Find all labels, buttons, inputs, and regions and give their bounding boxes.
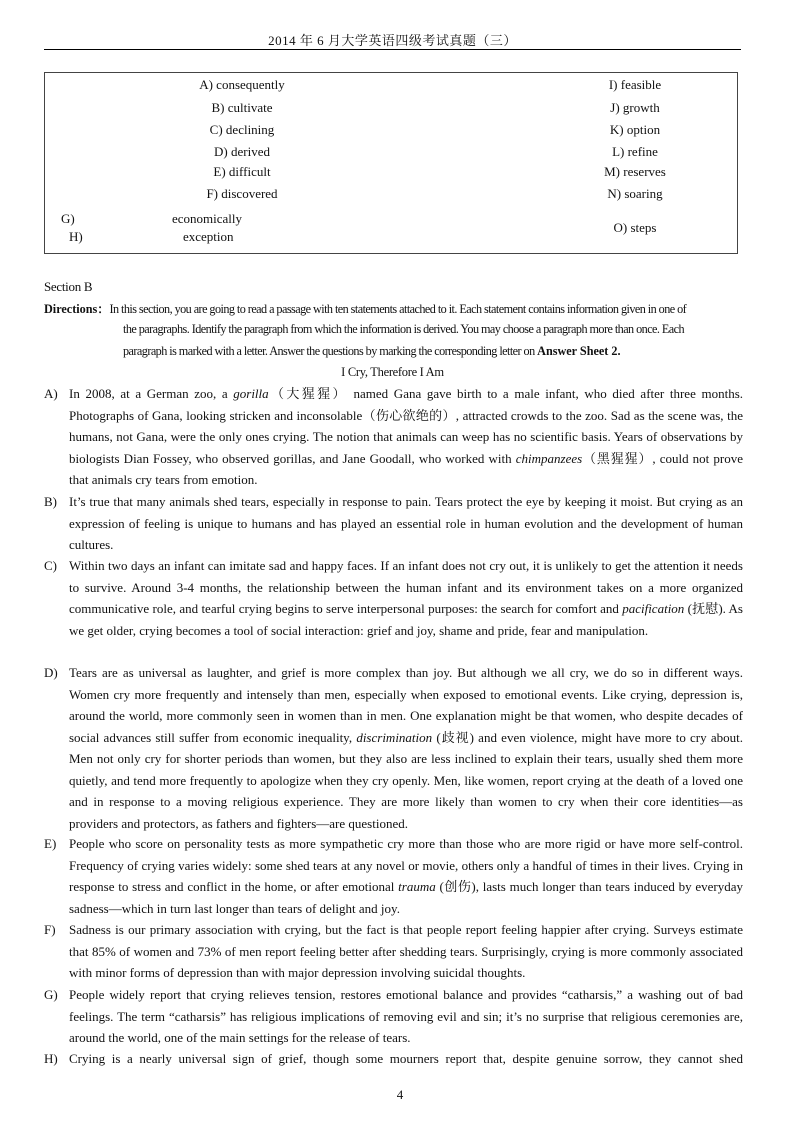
paragraph-a: In 2008, at a German zoo, a gorilla（大猩猩） named Gana gave birth to a male infant, who died after three months. Photographs of Gana, looking stricken and inconsolable（伤心欲绝的）, attracted crowds to the zoo. Sad as the scene was, the humans, not Gana, were the only ones crying. The notion that animals can weep has no scientific basis. Years of observations by biologists Dian Fossey, who observed gorillas, and Jane Goodall, who worked with chimpanzees（黑猩猩）, could not prove that animals cry tears from emotion. — [69, 386, 743, 487]
paragraph-letter: E) — [44, 836, 57, 851]
word-option-d: D) derived — [214, 144, 270, 159]
header-divider — [44, 49, 741, 50]
word-option-g-label: G) — [61, 211, 75, 226]
word-option-k: K) option — [609, 122, 661, 137]
page-number: 4 — [396, 1087, 404, 1102]
word-option-l: L) refine — [612, 144, 658, 159]
directions-line-1 — [44, 300, 686, 317]
paragraph-letter: B) — [44, 494, 57, 509]
paragraph-c: Within two days an infant can imitate sad and happy faces. If an infant does not cry out, it is unlikely to get the attention it needs to survive. Around 3-4 months, the relationship between the human infant and its environment takes on a more organized communicative role, and tearful crying begins to serve interpersonal purposes: the search for comfort and pacification (抚慰). As we get older, crying becomes a tool of social interaction: grief and joy, shame and pride, fear and manipulation. — [69, 558, 743, 638]
word-option-i: I) feasible — [608, 77, 662, 92]
word-option-b: B) cultivate — [211, 100, 273, 115]
paragraph-f: Sadness is our primary association with crying, but the fact is that people report feeling happier after crying. Surveys estimate that 85% of women and 73% of men report feeling better after shedding tears. Surprisingly, crying is more commonly associated with minor forms of depression than with major depression involving suicidal thoughts. — [69, 922, 743, 980]
paragraph-b: It’s true that many animals shed tears, especially in response to pain. Tears protect the eye by keeping it moist. But crying as an expression of feeling is unique to humans and has played an essential role in human evolution and the development of human cultures. — [69, 494, 743, 552]
word-option-o: O) steps — [613, 220, 657, 235]
paragraph-e: People who score on personality tests as more sympathetic cry more than those who are more rigid or have more self-control. Frequency of crying varies widely: some shed tears at any novel or movie, others only a handful of times in their lives. Crying in response to stress and conflict in the home, or after emotional trauma (创伤), lasts much longer than tears induced by everyday sadness—which in turn last longer than tears of delight and joy. — [69, 836, 743, 916]
word-bank-box — [44, 72, 738, 254]
directions-text-3: paragraph is marked with a letter. Answer the questions by marking the corresponding letter on — [123, 344, 535, 358]
word-option-f: F) discovered — [206, 186, 278, 201]
word-option-a: A) consequently — [199, 77, 285, 92]
paragraph-letter: H) — [44, 1051, 58, 1066]
directions-line-3 — [123, 344, 621, 359]
directions-line-2: the paragraphs. Identify the paragraph from which the information is derived. You may choose a paragraph more than once. Each — [123, 322, 685, 336]
paragraph-d: Tears are as universal as laughter, and grief is more complex than joy. But although we all cry, we do so in different ways. Women cry more frequently and intensely than men, especially when exposed to emotional events. Like crying, depression is, around the world, more commonly seen in women than in men. One explanation might be that women, who despite decades of social advances still suffer from economic inequality, discrimination (歧视) and even violence, might have more to cry about. Men not only cry for shorter periods than women, but they also are less inclined to explain their tears, usually shed them more quietly, and tend more frequently to apologize when they cry openly. Men, like women, report crying at the death of a loved one and in response to a moving religious experience. They are more likely than women to cry when their core identities—as providers and protectors, as fathers and fighters—are questioned. — [69, 665, 743, 831]
word-option-h-label: H) — [69, 229, 83, 244]
paragraph-letter: D) — [44, 665, 58, 680]
section-label: Section B — [44, 279, 93, 294]
word-option-c: C) declining — [209, 122, 275, 137]
word-option-m: M) reserves — [604, 164, 666, 179]
paragraph-letter: G) — [44, 987, 58, 1002]
directions-label: Directions： — [44, 302, 110, 316]
word-option-g-word: economically — [172, 211, 243, 226]
paragraph-h: Crying is a nearly universal sign of grief, though some mourners report that, despite genuine sorrow, they cannot shed — [69, 1051, 743, 1066]
paragraph-letter: F) — [44, 922, 56, 937]
paragraph-letter: A) — [44, 386, 58, 401]
word-option-j: J) growth — [610, 100, 660, 115]
word-option-e: E) difficult — [213, 164, 271, 179]
word-option-h-word: exception — [183, 229, 234, 244]
directions-text-1: In this section, you are going to read a passage with ten statements attached to it. Each statement contains information given in one of — [109, 302, 687, 316]
passage-title: I Cry, Therefore I Am — [341, 365, 444, 379]
answer-sheet-ref: Answer Sheet 2. — [537, 344, 621, 358]
page-header: 2014 年 6 月大学英语四级考试真题（三） — [268, 33, 517, 48]
paragraph-letter: C) — [44, 558, 57, 573]
word-option-n: N) soaring — [607, 186, 663, 201]
paragraph-g: People widely report that crying relieves tension, restores emotional balance and provides “catharsis,” a washing out of bad feelings. The term “catharsis” has religious implications of removing evil and sin; it’s no surprise that religious ceremonies are, around the world, one of the main settings for the release of tears. — [69, 987, 743, 1045]
